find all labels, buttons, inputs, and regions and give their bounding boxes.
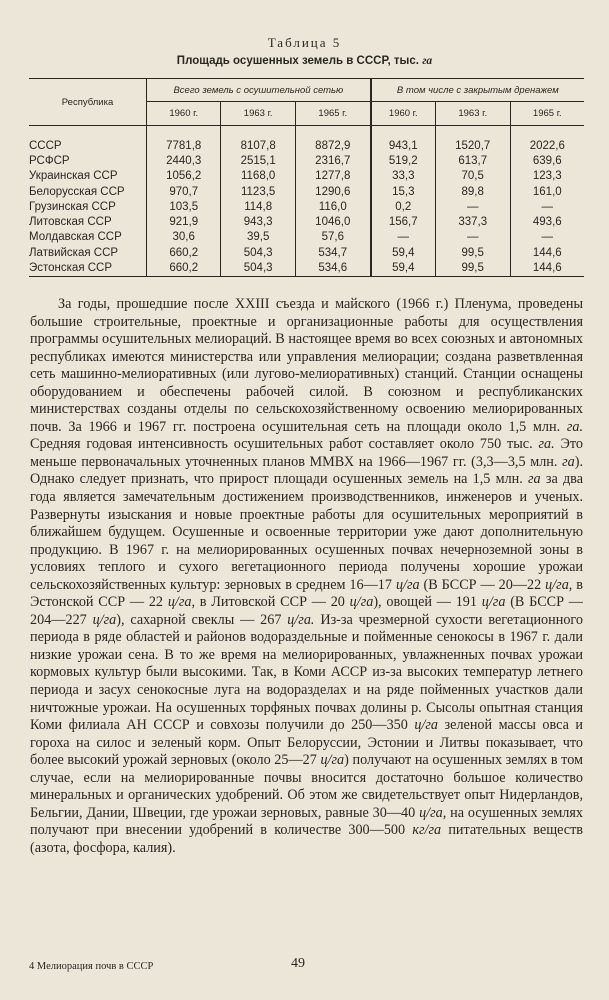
table-cell: 613,7 (435, 153, 510, 168)
table-cell: 161,0 (510, 184, 584, 199)
column-header-republic: Республика (29, 79, 147, 126)
table-cell: 59,4 (371, 260, 436, 276)
table-cell: — (371, 230, 436, 245)
table-cell: 1123,5 (221, 184, 295, 199)
table-cell: 639,6 (510, 153, 584, 168)
republic-name: Литовская ССР (29, 216, 112, 229)
table-cell: 1046,0 (295, 214, 370, 229)
year-header: 1963 г. (221, 102, 295, 126)
column-group-closed-drainage: В том числе с закрытым дренажем (371, 79, 584, 102)
table-cell: 943,1 (371, 126, 436, 154)
table-cell: 504,3 (221, 245, 295, 260)
table-cell: 970,7 (147, 184, 221, 199)
republic-name: Эстонская ССР (29, 262, 113, 275)
table-row (29, 169, 584, 184)
table-row (29, 184, 584, 199)
table-cell: 99,5 (435, 245, 510, 260)
page-number: 49 (291, 956, 305, 971)
table-cell: 660,2 (147, 245, 221, 260)
table-row (29, 260, 584, 276)
footer-signature: 4 Мелиорация почв в СССР (29, 961, 154, 972)
republic-name: РСФСР (29, 154, 70, 167)
table-cell: 57,6 (295, 230, 370, 245)
table-cell: 103,5 (147, 199, 221, 214)
table-cell: 123,3 (510, 169, 584, 184)
table-row (29, 126, 584, 154)
table-cell: 337,3 (435, 214, 510, 229)
table-cell: 70,5 (435, 169, 510, 184)
republic-name: Грузинская ССР (29, 200, 116, 213)
table-cell: 2515,1 (221, 153, 295, 168)
body-paragraph: За годы, прошедшие после XXIII съезда и майского (1966 г.) Пленума, проведены большие строительные, проектные и организационные работы для осуществления программы осушительных мелиораций. В настоящее время во всех союзных и автономных республиках имеются министерства или управления мелиорации; создана разветвленная сеть машинно-мелиоративных (или лугово-мелиоративных) станций. Станции оснащены оборудованием и обеспечены рабочей силой. В союзном и республиканских министерствах созданы отделы по сельскохозяйственному освоению мелиорированных почв. За 1966 и 1967 гг. построена осушительная сеть на площади около 1,5 млн. га. Средняя годовая интенсивность осушительных работ составляет около 750 тыс. га. Это меньше первоначальных уточненных планов ММВХ на 1966—1967 гг. (3,3—3,5 млн. га). Однако следует признать, что прирост площади осушенных земель на 1,5 млн. га за два года является замечательным достижением производственников, инженеров и ученых. Развернуты изыскания и новые проектные работы для осушительных мероприятий в ближайшем будущем. Осушенные и освоенные территории уже дают дополнительную продукцию. В 1967 г. на мелиорированных осушенных почвах нечерноземной зоны в условиях теплого и сухого вегетационного периода получены хорошие урожаи сельскохозяйственных культур: зерновых в среднем 16—17 ц/га (В БССР — 20—22 ц/га, в Эстонской ССР — 22 ц/га, в Литовской ССР — 20 ц/га), овощей — 191 ц/га (В БССР — 204—227 ц/га), сахарной свеклы — 267 ц/га. Из-за чрезмерной сухости вегетационного периода в ряде областей и районов водораздельные и пойменные сенокосы в 1967 г. дали низкие урожаи сена. В то же время на мелиорированных, увлажненных почвах урожаи кормовых культур были высокими. Так, в Коми АССР из-за высоких температур летнего периода и засух сенокосные луга на водоразделах и на ряде пойменных участков дали ничтожные урожаи. На осушенных торфяных почвах долины р. Сысолы опытная станция Коми филиала АН СССР и совхозы получили до 250—350 ц/га зеленой массы овса и гороха на силос и зеленый корм. Опыт Белоруссии, Эстонии и Литвы показывает, что более высокий урожай зерновых (около 25—27 ц/га) получают на осушенных землях в том случае, если на мелиорированные почвы вносится достаточно большое количество минеральных и органических удобрений. Об этом же свидетельствует опыт Нидерландов, Бельгии, Дании, Швеции, где урожаи зерновых, равные 30—40 ц/га, на осушенных землях получают при внесении удобрений в количестве 300—500 кг/га питательных веществ (азота, фосфора, калия). (30, 296, 584, 856)
table-cell: 519,2 (371, 153, 436, 168)
table-cell: 156,7 (371, 214, 436, 229)
table-cell: — (510, 230, 584, 245)
table-cell: 1277,8 (295, 169, 370, 184)
table-cell: 504,3 (221, 260, 295, 276)
table-caption: Таблица 5 (267, 35, 342, 50)
republic-name: Латвийская ССР (29, 246, 119, 259)
republic-name: Белорусская ССР (29, 185, 125, 198)
table-cell: 943,3 (221, 214, 295, 229)
table-cell: 8107,8 (221, 126, 295, 154)
table-row (29, 199, 584, 214)
table-cell: 1290,6 (295, 184, 370, 199)
table-row (29, 214, 584, 229)
table-body (29, 126, 584, 277)
table-cell: 2022,6 (510, 126, 584, 154)
table-cell: 99,5 (435, 260, 510, 276)
table-cell: 660,2 (147, 260, 221, 276)
table-cell: 89,8 (435, 184, 510, 199)
table-cell: 7781,8 (147, 126, 221, 154)
table-cell: 2316,7 (295, 153, 370, 168)
table-cell: 39,5 (221, 230, 295, 245)
table-row (29, 245, 584, 260)
table-cell: 1056,2 (147, 169, 221, 184)
year-header: 1960 г. (371, 102, 436, 126)
column-group-total: Всего земель с осушительной сетью (147, 79, 371, 102)
table-cell: 114,8 (221, 199, 295, 214)
table-cell: 116,0 (295, 199, 370, 214)
table-cell: 33,3 (371, 169, 436, 184)
table-cell: 1168,0 (221, 169, 295, 184)
table-cell: 144,6 (510, 245, 584, 260)
year-header: 1960 г. (147, 102, 221, 126)
table-cell: 534,7 (295, 245, 370, 260)
republic-name: СССР (29, 139, 62, 152)
table-cell: 921,9 (147, 214, 221, 229)
table-row (29, 153, 584, 168)
year-header: 1963 г. (435, 102, 510, 126)
table-cell: 59,4 (371, 245, 436, 260)
table-row (29, 230, 584, 245)
table-cell: 8872,9 (295, 126, 370, 154)
table-cell: 30,6 (147, 230, 221, 245)
table-cell: 2440,3 (147, 153, 221, 168)
drained-land-table (29, 78, 584, 277)
year-header: 1965 г. (295, 102, 370, 126)
republic-name: Украинская ССР (29, 170, 118, 183)
table-cell: — (435, 199, 510, 214)
table-cell: 534,6 (295, 260, 370, 276)
table-cell: 0,2 (371, 199, 436, 214)
table-cell: 144,6 (510, 260, 584, 276)
year-header: 1965 г. (510, 102, 584, 126)
table-cell: 1520,7 (435, 126, 510, 154)
republic-name: Молдавская ССР (29, 231, 122, 244)
table-title: Площадь осушенных земель в СССР, тыс. га (176, 55, 433, 67)
table-cell: — (435, 230, 510, 245)
table-cell: 15,3 (371, 184, 436, 199)
table-cell: 493,6 (510, 214, 584, 229)
table-cell: — (510, 199, 584, 214)
